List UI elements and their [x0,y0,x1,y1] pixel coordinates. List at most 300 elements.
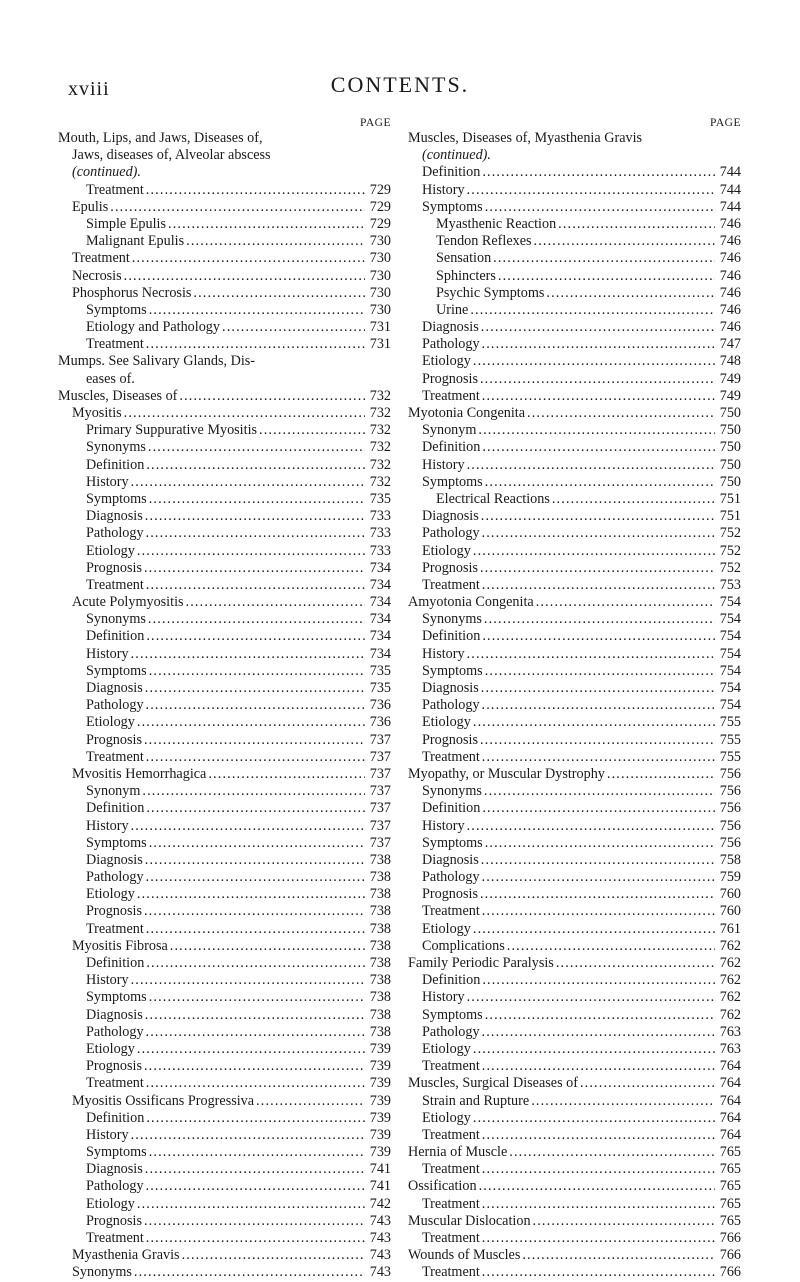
toc-entry-page: 734 [369,559,391,576]
dot-leader [145,1007,365,1024]
toc-entry-page: 738 [369,1023,391,1040]
toc-entry [408,233,741,250]
toc-entry-page: 737 [369,834,391,851]
toc-entry [408,543,741,560]
toc-entry [58,543,391,560]
toc-entry-page: 734 [369,628,391,645]
toc-entry-title: Prognosis [86,903,142,920]
toc-entry-page: 766 [719,1247,741,1264]
toc-entry [58,714,391,731]
toc-entry-title: Symptoms [86,834,147,851]
toc-entry-title: Myopathy, or Muscular Dystrophy [408,765,605,782]
dot-leader [134,1264,365,1281]
toc-entry-title: Synonyms [86,439,146,456]
dot-leader [534,233,715,250]
running-title: CONTENTS. [330,72,470,97]
toc-entry [408,903,741,920]
toc-entry [58,749,391,766]
dot-leader [484,783,715,800]
dot-leader [482,697,715,714]
dot-leader [131,972,365,989]
toc-entry [408,1075,741,1092]
toc-entry-page: 739 [369,1126,391,1143]
toc-entry-page: 764 [719,1092,741,1109]
toc-entry-title: Treatment [422,1195,480,1212]
dot-leader [498,268,715,285]
toc-entry-page: 756 [719,800,741,817]
dot-leader [482,439,715,456]
dot-leader [149,835,365,852]
toc-entry-page: 734 [369,645,391,662]
toc-entry-title: Hernia of Muscle [408,1144,508,1161]
toc-entry-page: 765 [719,1144,741,1161]
toc-entry-title: Definition [86,628,145,645]
dot-leader [146,182,365,199]
dot-leader [481,319,715,336]
dot-leader [142,783,365,800]
dot-leader [482,577,715,594]
dot-leader [182,1247,365,1264]
toc-entry-title: Pathology [86,697,144,714]
toc-entry [408,147,741,164]
toc-entry-title: History [86,972,129,989]
toc-entry-title: Phosphorus Necrosis [72,284,192,301]
toc-entry [58,268,391,285]
dot-leader [482,749,715,766]
toc-entry [58,1075,391,1092]
toc-entry-title: Etiology [422,920,471,937]
toc-entry [408,1110,741,1127]
toc-entry [408,525,741,542]
dot-leader [132,250,365,267]
toc-entry-title: Treatment [422,1161,480,1178]
toc-entry-title: Synonyms [422,783,482,800]
toc-entry-page: 730 [369,250,391,267]
toc-entry-title: Strain and Rupture [422,1092,530,1109]
dot-leader [131,474,365,491]
toc-entry-page: 756 [719,834,741,851]
toc-entry [58,285,391,302]
toc-entry [58,491,391,508]
dot-leader [467,818,715,835]
toc-entry-title: Diagnosis [86,1161,143,1178]
toc-entry-page: 731 [369,336,391,353]
toc-entry-page: 744 [719,164,741,181]
dot-leader [482,388,715,405]
toc-entry-title: Treatment [422,576,480,593]
toc-entry-title: Definition [86,456,145,473]
toc-entry-page: 748 [719,353,741,370]
toc-entry [408,818,741,835]
toc-entry [408,1213,741,1230]
toc-entry-title: Myasthenia Gravis [72,1247,180,1264]
toc-entry [58,955,391,972]
toc-entry-page: 746 [719,301,741,318]
toc-entry [408,130,741,147]
toc-entry [408,474,741,491]
dot-leader [145,852,365,869]
toc-entry [58,560,391,577]
toc-entry-page: 732 [369,422,391,439]
toc-entry [58,302,391,319]
toc-entry-page: 762 [719,972,741,989]
toc-entry [408,749,741,766]
dot-leader [256,1093,365,1110]
toc-entry [408,663,741,680]
toc-column-right [408,116,741,1282]
toc-entry-title: Etiology [86,1195,135,1212]
dot-leader [148,439,365,456]
toc-entry [58,1110,391,1127]
toc-entry-title: Symptoms [422,834,483,851]
toc-entry-title: Pathology [86,1178,144,1195]
dot-leader [552,491,715,508]
toc-entry [58,405,391,422]
toc-entry [408,250,741,267]
toc-entry [408,457,741,474]
dot-leader [481,680,715,697]
toc-entry [58,1247,391,1264]
toc-entry [58,1127,391,1144]
toc-entry-title: Prognosis [422,886,478,903]
toc-entry-page: 754 [719,611,741,628]
toc-entry-page: 734 [369,611,391,628]
toc-entry-page: 746 [719,284,741,301]
toc-entry [58,353,391,370]
dot-leader [148,611,365,628]
toc-entry-title: Treatment [422,1230,480,1246]
toc-entry-title: History [86,817,129,834]
dot-leader [607,766,715,783]
toc-entry [58,921,391,938]
toc-entry-title: Electrical Reactions [436,490,550,507]
dot-leader [131,646,365,663]
toc-entry-page: 746 [719,319,741,336]
toc-entry-title: Epulis [72,198,109,215]
dot-leader [482,903,715,920]
dot-leader [259,422,365,439]
toc-entry-title: Symptoms [86,490,147,507]
toc-entries [408,130,741,1282]
dot-leader [146,955,365,972]
toc-entry [408,560,741,577]
toc-entry [408,388,741,405]
dot-leader [137,886,365,903]
toc-entry-page: 751 [719,508,741,525]
toc-entry-page: 734 [369,594,391,611]
toc-entry-page: 746 [719,250,741,267]
toc-entry [408,628,741,645]
dot-leader [144,1058,365,1075]
dot-leader [146,869,365,886]
dot-leader [484,611,715,628]
dot-leader [478,422,715,439]
toc-entry-page: 743 [369,1247,391,1264]
toc-entry-title: Sphincters [436,267,496,284]
toc-entry [58,972,391,989]
toc-entry [408,405,741,422]
page-column-label: PAGE [710,117,741,129]
toc-entry-title: Synonym [86,783,141,800]
toc-entry-title: Sensation [436,250,492,267]
toc-entry-page: 742 [369,1195,391,1212]
toc-entry-title: Treatment [72,250,130,267]
toc-entry-title: Synonyms [422,611,482,628]
toc-entry-title: Diagnosis [422,319,479,336]
toc-entry-page: 755 [719,731,741,748]
dot-leader [482,972,715,989]
toc-entry-title: (continued). [72,164,141,181]
toc-entry-page: 732 [369,456,391,473]
toc-entry-page: 735 [369,490,391,507]
toc-entry-page: 746 [719,233,741,250]
toc-entry [408,766,741,783]
toc-entry-page: 750 [719,456,741,473]
dot-leader [473,714,715,731]
toc-entry [408,336,741,353]
toc-entry-page: 738 [369,903,391,920]
dot-leader [146,921,365,938]
toc-entry-title: Prognosis [86,559,142,576]
toc-entry [408,869,741,886]
dot-leader [146,336,365,353]
toc-entry [408,371,741,388]
toc-entry-title: Primary Suppurative Myositis [86,422,258,439]
toc-entry-title: Mouth, Lips, and Jaws, Diseases of, [58,130,263,146]
toc-entry [58,1144,391,1161]
dot-leader [146,1110,365,1127]
toc-entry [58,989,391,1006]
dot-leader [145,1161,365,1178]
toc-entry-page: 752 [719,525,741,542]
toc-entry-title: Definition [86,955,145,971]
toc-entry-title: Wounds of Muscles [408,1247,521,1264]
toc-entry [408,164,741,181]
dot-leader [480,560,715,577]
dot-leader [145,680,365,697]
toc-entry [408,783,741,800]
dot-leader [146,697,365,714]
toc-entry-title: Treatment [422,1058,480,1075]
toc-entry-page: 729 [369,181,391,198]
toc-entry [408,1058,741,1075]
toc-entry-page: 747 [719,336,741,353]
page-column-label: PAGE [360,117,391,129]
toc-entry-title: Treatment [86,920,144,937]
dot-leader [482,1127,715,1144]
dot-leader [146,628,365,645]
dot-leader [473,921,715,938]
toc-entry [58,182,391,199]
toc-entry-page: 732 [369,473,391,490]
toc-entry-title: Pathology [422,1023,480,1040]
toc-entry-title: Pathology [422,525,480,542]
dot-leader [146,1178,365,1195]
toc-entry-page: 729 [369,198,391,215]
toc-entry-page: 737 [369,800,391,817]
toc-entry-page: 730 [369,233,391,250]
toc-entry [408,1230,741,1247]
toc-entry-title: Definition [422,164,481,181]
toc-entry [408,216,741,233]
toc-entry-title: History [86,473,129,490]
dot-leader [149,663,365,680]
toc-entry [58,783,391,800]
toc-entry [408,508,741,525]
toc-entry-title: Diagnosis [86,508,143,525]
toc-entry-page: 733 [369,508,391,525]
toc-entry [58,216,391,233]
toc-entry [58,1230,391,1247]
toc-entry-page: 766 [719,1230,741,1246]
toc-entry-title: Definition [86,800,145,817]
dot-leader [580,1075,715,1092]
toc-entry-page: 738 [369,989,391,1006]
toc-entry [408,1178,741,1195]
dot-leader [146,800,365,817]
toc-entry-page: 754 [719,628,741,645]
dot-leader [473,1041,715,1058]
toc-entry-page: 738 [369,1006,391,1023]
toc-entry-title: Prognosis [86,731,142,748]
toc-entry [408,1161,741,1178]
toc-entry-title: Ossification [408,1178,477,1195]
dot-leader [473,353,715,370]
toc-entry-title: Definition [422,800,481,817]
toc-entry [408,800,741,817]
toc-entry [408,1247,741,1264]
toc-entry-page: 737 [369,731,391,748]
toc-entry-title: Pathology [86,1023,144,1040]
dot-leader [146,1075,365,1092]
dot-leader [222,319,365,336]
toc-entry-title: Family Periodic Paralysis [408,955,554,971]
toc-entry-title: Etiology [422,542,471,559]
toc-entry-page: 749 [719,370,741,387]
dot-leader [208,766,365,783]
toc-entry-page: 754 [719,697,741,714]
toc-entry-page: 737 [369,817,391,834]
toc-entry-title: History [86,645,129,662]
toc-entry [408,1041,741,1058]
toc-entry [408,732,741,749]
dot-leader [482,628,715,645]
toc-entry [58,1196,391,1213]
toc-entry-title: Symptoms [422,198,483,215]
dot-leader [124,405,365,422]
toc-entry-page: 735 [369,662,391,679]
toc-entry-title: History [422,456,465,473]
toc-entry-page: 763 [719,1023,741,1040]
dot-leader [124,268,365,285]
toc-entry-title: Etiology [422,1109,471,1126]
toc-entry-title: Definition [422,628,481,645]
toc-entry-title: Muscles, Diseases of [58,387,178,404]
toc-entry-title: Mumps. See Salivary Glands, Dis- [58,353,256,370]
toc-entry-title: Etiology [86,542,135,559]
dot-leader [146,577,365,594]
toc-entry [58,508,391,525]
toc-entry [58,164,391,181]
toc-entry [408,886,741,903]
toc-entry [58,869,391,886]
dot-leader [482,1230,715,1247]
toc-entry-title: Prognosis [422,731,478,748]
toc-entry-page: 760 [719,903,741,920]
toc-entry-title: Treatment [86,181,144,198]
toc-entry [58,388,391,405]
dot-leader [470,302,715,319]
toc-entry-page: 731 [369,319,391,336]
toc-entry-page: 764 [719,1058,741,1075]
toc-entry-page: 750 [719,405,741,421]
toc-entry [58,1041,391,1058]
toc-entry-page: 741 [369,1161,391,1178]
dot-leader [522,1247,715,1264]
toc-entry [408,921,741,938]
dot-leader [146,749,365,766]
toc-entry-page: 755 [719,748,741,765]
dot-leader [144,560,365,577]
toc-entry [408,577,741,594]
toc-entry-title: History [422,817,465,834]
toc-entry [408,1264,741,1281]
toc-entry-page: 762 [719,955,741,971]
toc-entry-page: 758 [719,851,741,868]
toc-entry [58,646,391,663]
toc-entry-page: 743 [369,1230,391,1246]
toc-entry [58,199,391,216]
dot-leader [485,199,715,216]
dot-leader [146,1230,365,1247]
dot-leader [473,1110,715,1127]
toc-entry [408,972,741,989]
toc-entry [408,714,741,731]
toc-entry-title: Treatment [422,387,480,404]
toc-entry-page: 730 [369,284,391,301]
toc-entry-title: Myasthenic Reaction [436,215,557,232]
dot-leader [146,457,365,474]
toc-entry-title: Muscles, Diseases of, Myasthenia Gravis [408,130,643,146]
toc-entry-title: Necrosis [72,267,122,284]
toc-entry [58,835,391,852]
toc-entry-title: Etiology [422,1040,471,1057]
toc-entry [58,1024,391,1041]
toc-entry-page: 738 [369,920,391,937]
toc-entry-page: 746 [719,215,741,232]
toc-entry-page: 764 [719,1075,741,1092]
toc-entry [408,646,741,663]
toc-entry [58,474,391,491]
toc-entry [408,182,741,199]
toc-entry-title: Treatment [86,576,144,593]
dot-leader [467,646,715,663]
dot-leader [493,250,715,267]
dot-leader [137,1041,365,1058]
toc-entry-title: Diagnosis [422,851,479,868]
toc-entry [408,439,741,456]
toc-entry-title: Treatment [86,1230,144,1246]
toc-entry-title: Symptoms [86,662,147,679]
dot-leader [144,1213,365,1230]
toc-entry-page: 732 [369,387,391,404]
toc-entry-title: Prognosis [86,1058,142,1075]
toc-entry-page: 730 [369,267,391,284]
toc-entry [58,852,391,869]
dot-leader [131,1127,365,1144]
toc-entry [408,611,741,628]
toc-entry [58,233,391,250]
